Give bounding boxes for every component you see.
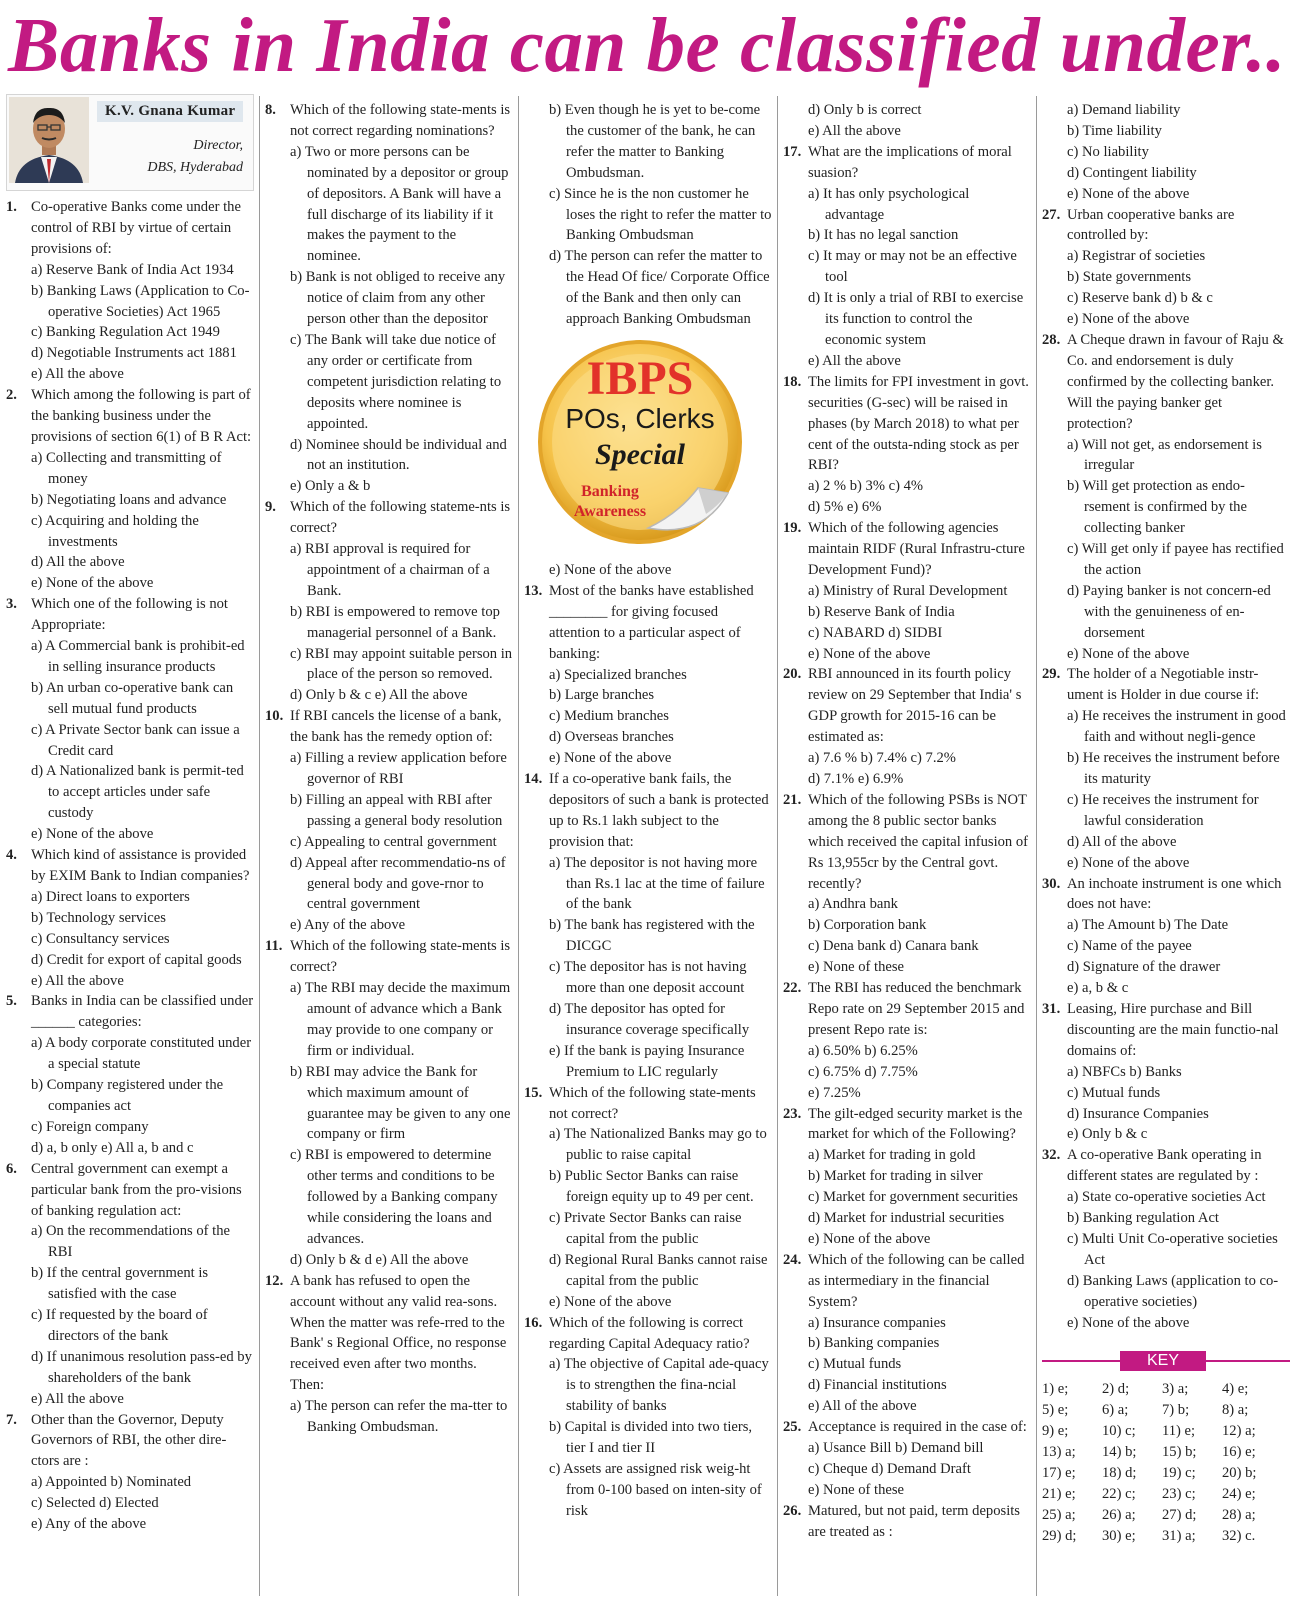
- answer-option: e) None of these: [808, 1481, 905, 1498]
- answer-option: a) Reserve Bank of India Act 1934: [31, 261, 234, 278]
- column-2: [265, 100, 513, 1438]
- question-text: The RBI has reduced the benchmark Repo rate on 29 September 2015 and present Repo rate is:: [808, 980, 1025, 1038]
- answer-key-item: 3) a;: [1162, 1381, 1189, 1398]
- answer-option: b) Public Sector Banks can raise foreign equity up to 49 per cent.: [549, 1168, 754, 1206]
- answer-option: e) None of the above: [549, 561, 672, 578]
- answer-option: a) Ministry of Rural Development: [808, 582, 1008, 599]
- answer-option: b) Capital is divided into two tiers, tier I and tier II: [549, 1419, 753, 1457]
- answer-key-item: 9) e;: [1042, 1423, 1069, 1440]
- answer-option: a) On the recommendations of the RBI: [31, 1223, 230, 1261]
- answer-option: c) Market for government securities: [808, 1189, 1018, 1206]
- answer-option: b) Even though he is yet to be-come the customer of the bank, he can refer the matter to Banking Ombudsman.: [549, 102, 761, 181]
- answer-option: d) Overseas branches: [549, 729, 674, 746]
- answer-option: b) Banking Laws (Application to Co-operative Societies) Act 1965: [31, 282, 250, 320]
- answer-option: b) It has no legal sanction: [808, 227, 959, 244]
- question-number: 10.: [265, 708, 284, 725]
- answer-key-item: 14) b;: [1102, 1444, 1137, 1461]
- answer-option: d) Appeal after recommendatio-ns of general body and gove-rnor to central government: [290, 854, 506, 913]
- answer-key-item: 4) e;: [1222, 1381, 1249, 1398]
- answer-key-item: 10) c;: [1102, 1423, 1136, 1440]
- answer-option: b) Bank is not obliged to receive any notice of claim from any other person other than the depositor: [290, 269, 506, 328]
- answer-option: d) Only b & c e) All the above: [290, 687, 468, 704]
- question-text: Which of the following is correct regarding Capital Adequacy ratio?: [549, 1314, 750, 1352]
- answer-option: a) The depositor is not having more than Rs.1 lac at the time of failure of the bank: [549, 854, 765, 913]
- page-title: Banks in India can be classified under..: [8, 2, 1286, 88]
- column-5: [1042, 100, 1290, 1547]
- answer-key-item: 21) e;: [1042, 1486, 1076, 1502]
- answer-option: d) 5% e) 6%: [808, 499, 882, 516]
- answer-option: e) All the above: [31, 366, 124, 383]
- answer-option: b) Will get protection as endo-rsement is confirmed by the collecting banker: [1067, 478, 1247, 537]
- answer-option: d) Banking Laws (application to co-operative societies): [1067, 1272, 1279, 1310]
- answer-option: b) Company registered under the companies act: [31, 1077, 224, 1114]
- question-4: [6, 845, 254, 887]
- answer-key-item: 25) a;: [1042, 1506, 1076, 1523]
- answer-option: d) Paying banker is not concern-ed with the genuineness of en-dorsement: [1067, 582, 1271, 641]
- question-number: 22.: [783, 980, 802, 997]
- question-text: Which kind of assistance is provided by EXIM Bank to Indian companies?: [31, 847, 250, 884]
- answer-option: d) A Nationalized bank is permit-ted to accept articles under safe custody: [31, 763, 244, 822]
- answer-option: d) Nominee should be individual and not an institution.: [290, 436, 507, 474]
- question-number: 21.: [783, 791, 802, 808]
- answer-option: d) Contingent liability: [1067, 164, 1197, 181]
- answer-key-grid: [1042, 1379, 1290, 1546]
- answer-option: c) Name of the payee: [1067, 938, 1192, 955]
- answer-option: d) All the above: [31, 554, 125, 571]
- answer-option: e) None of the above: [549, 1293, 672, 1310]
- answer-option: c) The depositor has is not having more than one deposit account: [549, 959, 747, 997]
- answer-option: e) None of the above: [549, 750, 672, 767]
- answer-option: e) None of the above: [31, 575, 154, 592]
- answer-option: d) Credit for export of capital goods: [31, 951, 242, 968]
- answer-option: b) An urban co-operative bank can sell mutual fund products: [31, 679, 234, 717]
- column-divider: [518, 96, 519, 1596]
- badge-line4: Banking: [581, 482, 639, 500]
- answer-option: d) If unanimous resolution pass-ed by shareholders of the bank: [31, 1348, 252, 1386]
- question-18: [783, 372, 1031, 477]
- question-number: 15.: [524, 1084, 543, 1101]
- answer-option: d) Negotiable Instruments act 1881: [31, 345, 237, 362]
- question-number: 2.: [6, 387, 17, 404]
- answer-option: a) 2 % b) 3% c) 4%: [808, 478, 924, 495]
- answer-option: e) Only a & b: [290, 478, 371, 495]
- answer-option: b) Negotiating loans and advance: [31, 491, 227, 508]
- question-text: Acceptance is required in the case of:: [808, 1419, 1027, 1436]
- column-divider: [1036, 96, 1037, 1596]
- question-text: A co-operative Bank operating in different states are regulated by :: [1067, 1147, 1262, 1185]
- answer-option: e) Any of the above: [290, 917, 406, 934]
- answer-option: a) Registrar of societies: [1067, 248, 1206, 265]
- answer-key-item: 32) c.: [1222, 1527, 1256, 1544]
- author-org: DBS, Hyderabad: [147, 160, 243, 175]
- question-text: Which among the following is part of the banking business under the provisions of section 6(1) of B R Act:: [31, 387, 252, 445]
- question-number: 28.: [1042, 331, 1061, 348]
- answer-option: c) Since he is the non customer he loses the right to refer the matter to Banking Ombudsman: [549, 185, 772, 244]
- answer-option: a) Specialized branches: [549, 666, 687, 683]
- question-10: [265, 706, 513, 748]
- question-1: [6, 197, 254, 260]
- answer-key-item: 1) e;: [1042, 1381, 1069, 1398]
- question-27: [1042, 205, 1290, 247]
- answer-key-item: 18) d;: [1102, 1465, 1137, 1482]
- answer-option: e) If the bank is paying Insurance Premium to LIC regularly: [549, 1042, 745, 1080]
- answer-option: b) Corporation bank: [808, 917, 927, 934]
- answer-option: b) Technology services: [31, 909, 166, 926]
- answer-option: a) Two or more persons can be nominated by a depositor or group of depositors. A Bank will have a full discharge of its liability if it makes the payment to the nominee.: [290, 143, 509, 265]
- question-number: 14.: [524, 771, 543, 788]
- answer-option: e) 7.25%: [808, 1084, 861, 1101]
- column-3: [524, 100, 772, 1522]
- answer-option: b) Filling an appeal with RBI after passing a general body resolution: [290, 791, 503, 829]
- answer-option: d) It is only a trial of RBI to exercise its function to control the economic system: [808, 290, 1024, 348]
- answer-option: b) He receives the instrument before its maturity: [1067, 750, 1280, 787]
- answer-option: c) Acquiring and holding the investments: [31, 512, 199, 550]
- question-2: [6, 385, 254, 448]
- answer-option: a) Direct loans to exporters: [31, 888, 190, 905]
- question-text: A bank has refused to open the account without any valid rea-sons. When the matter was refe-rred to the Bank' s Regional Office, no response received even after two months. Then:: [290, 1272, 507, 1394]
- question-21: [783, 790, 1031, 895]
- question-text: Other than the Governor, Deputy Governors of RBI, the other dire-ctors are :: [31, 1411, 227, 1470]
- answer-option: a) RBI approval is required for appointment of a chairman of a Bank.: [290, 541, 490, 599]
- question-text: Urban cooperative banks are controlled by:: [1067, 206, 1235, 244]
- answer-option: e) None of the above: [1067, 1314, 1190, 1331]
- answer-option: e) None of the above: [1067, 645, 1190, 662]
- answer-option: a) State co-operative societies Act: [1067, 1189, 1266, 1206]
- answer-option: e) None of the above: [1067, 185, 1190, 202]
- answer-option: d) a, b only e) All a, b and c: [31, 1139, 194, 1156]
- answer-key-item: 8) a;: [1222, 1402, 1249, 1419]
- answer-option: c) RBI may appoint suitable person in place of the person so removed.: [290, 645, 513, 683]
- question-text: Co-operative Banks come under the control of RBI by virtue of certain provisions of:: [31, 199, 241, 257]
- badge-line1: IBPS: [586, 351, 694, 405]
- badge-line3: Special: [595, 437, 685, 471]
- answer-option: e) a, b & c: [1067, 980, 1129, 997]
- answer-option: c) 6.75% d) 7.75%: [808, 1063, 918, 1080]
- answer-option: d) Market for industrial securities: [808, 1210, 1005, 1227]
- answer-option: c) Private Sector Banks can raise capital from the public: [549, 1210, 742, 1247]
- answer-option: d) The person can refer the matter to the Head Of fice/ Corporate Office of the Bank and then only can approach Banking Ombudsman: [549, 248, 770, 328]
- answer-option: c) Reserve bank d) b & c: [1067, 290, 1213, 307]
- question-number: 16.: [524, 1314, 543, 1331]
- answer-option: d) Only b & d e) All the above: [290, 1251, 469, 1268]
- answer-option: b) State governments: [1067, 269, 1192, 286]
- question-number: 4.: [6, 847, 17, 864]
- answer-key-item: 24) e;: [1222, 1486, 1256, 1502]
- question-number: 30.: [1042, 875, 1061, 892]
- answer-option: c) Medium branches: [549, 708, 669, 725]
- answer-option: e) All the above: [31, 972, 124, 989]
- answer-option: b) Time liability: [1067, 122, 1162, 139]
- question-number: 26.: [783, 1502, 802, 1519]
- answer-option: d) The depositor has opted for insurance coverage specifically: [549, 1001, 750, 1038]
- author-box: [6, 94, 254, 191]
- answer-option: b) RBI is empowered to remove top managerial personnel of a Bank.: [290, 603, 500, 641]
- answer-key-item: 15) b;: [1162, 1444, 1197, 1461]
- answer-key-item: 26) a;: [1102, 1506, 1136, 1523]
- question-text: RBI announced in its fourth policy review on 29 September that India' s GDP growth for 2015-16 can be estimated as:: [808, 666, 1022, 746]
- answer-option: b) The bank has registered with the DICGC: [549, 917, 755, 955]
- question-number: 25.: [783, 1419, 802, 1436]
- answer-option: c) No liability: [1067, 143, 1149, 160]
- question-number: 17.: [783, 143, 802, 160]
- badge-line5: Awareness: [573, 502, 647, 520]
- question-text: Which of the following state-ments not correct?: [549, 1084, 756, 1122]
- answer-key-item: 6) a;: [1102, 1402, 1129, 1419]
- question-9: [265, 497, 513, 539]
- answer-key-item: 31) a;: [1162, 1527, 1196, 1544]
- question-13: [524, 581, 772, 665]
- question-20: [783, 664, 1031, 748]
- answer-option: e) None of the above: [1067, 311, 1190, 328]
- question-25: [783, 1417, 1031, 1438]
- answer-option: b) Market for trading in silver: [808, 1168, 983, 1185]
- question-11: [265, 936, 513, 978]
- answer-option: a) NBFCs b) Banks: [1067, 1063, 1182, 1080]
- question-text: Matured, but not paid, term deposits are treated as :: [808, 1502, 1020, 1540]
- question-number: 29.: [1042, 666, 1061, 683]
- answer-option: b) Reserve Bank of India: [808, 603, 955, 620]
- question-text: Which of the following can be called as intermediary in the financial System?: [808, 1251, 1025, 1310]
- question-number: 13.: [524, 582, 543, 599]
- question-text: If RBI cancels the license of a bank, the bank has the remedy option of:: [290, 708, 502, 746]
- answer-option: a) The RBI may decide the maximum amount of advance which a Bank may provide to one company or firm or individual.: [290, 980, 511, 1059]
- answer-key-header: [1042, 1351, 1290, 1371]
- answer-option: c) Consultancy services: [31, 930, 170, 947]
- answer-option: e) None of the above: [31, 826, 154, 843]
- answer-key-item: 16) e;: [1222, 1444, 1256, 1461]
- question-15: [524, 1083, 772, 1125]
- question-3: [6, 594, 254, 636]
- question-7: [6, 1410, 254, 1473]
- answer-option: c) Multi Unit Co-operative societies Act: [1067, 1230, 1278, 1268]
- answer-option: c) NABARD d) SIDBI: [808, 624, 943, 641]
- badge-line2: POs, Clerks: [565, 402, 715, 434]
- question-5: [6, 991, 254, 1033]
- question-30: [1042, 874, 1290, 916]
- answer-key-item: 13) a;: [1042, 1444, 1076, 1461]
- answer-key-item: 30) e;: [1102, 1527, 1136, 1544]
- question-number: 7.: [6, 1411, 17, 1428]
- answer-option: a) Market for trading in gold: [808, 1147, 976, 1164]
- answer-option: d) Financial institutions: [808, 1377, 947, 1394]
- answer-option: c) Appealing to central government: [290, 833, 497, 850]
- answer-option: d) All of the above: [1067, 833, 1177, 850]
- answer-option: c) He receives the instrument for lawful consideration: [1067, 791, 1259, 829]
- answer-key-item: 17) e;: [1042, 1465, 1076, 1482]
- answer-option: e) All the above: [808, 352, 901, 369]
- answer-option: e) All the above: [31, 1390, 124, 1407]
- question-number: 20.: [783, 666, 802, 683]
- question-22: [783, 978, 1031, 1041]
- answer-option: e) Any of the above: [31, 1516, 147, 1533]
- answer-option: c) If requested by the board of directors of the bank: [31, 1307, 208, 1344]
- answer-option: d) Regional Rural Banks cannot raise capital from the public: [549, 1251, 768, 1289]
- answer-key-item: 27) d;: [1162, 1506, 1197, 1523]
- answer-key-item: 5) e;: [1042, 1402, 1069, 1419]
- question-12: [265, 1271, 513, 1396]
- question-text: Which of the following agencies maintain RIDF (Rural Infrastru-cture Development Fund)?: [808, 520, 1025, 578]
- answer-key-item: 28) a;: [1222, 1506, 1256, 1523]
- question-text: Which of the following state-ments is not correct regarding nominations?: [290, 102, 511, 139]
- answer-option: e) All the above: [808, 122, 901, 139]
- question-14: [524, 769, 772, 853]
- column-1: [6, 100, 254, 1535]
- answer-key-item: 29) d;: [1042, 1527, 1077, 1544]
- answer-option: c) The Bank will take due notice of any order or certificate from competent jurisdiction relating to deposits where nominee is appointed.: [290, 331, 502, 432]
- answer-option: a) Collecting and transmitting of money: [31, 449, 222, 487]
- answer-option: e) None of the above: [808, 1230, 931, 1247]
- answer-key-label: KEY: [1120, 1351, 1206, 1371]
- answer-key-item: 19) c;: [1162, 1465, 1196, 1482]
- answer-option: a) Appointed b) Nominated: [31, 1474, 192, 1491]
- question-text: The gilt-edged security market is the market for which of the Following?: [808, 1105, 1023, 1143]
- answer-option: b) Large branches: [549, 687, 655, 704]
- question-number: 19.: [783, 520, 802, 537]
- answer-key-item: 12) a;: [1222, 1423, 1256, 1440]
- answer-option: a) Filling a review application before governor of RBI: [290, 750, 507, 787]
- question-text: Leasing, Hire purchase and Bill discounting are the main functio-nal domains of:: [1067, 1000, 1279, 1059]
- question-number: 32.: [1042, 1147, 1061, 1164]
- answer-option: c) Will get only if payee has rectified the action: [1067, 541, 1284, 578]
- answer-option: b) Banking companies: [808, 1335, 940, 1352]
- answer-option: e) None of these: [808, 959, 905, 976]
- question-text: Which of the following stateme-nts is correct?: [290, 499, 511, 537]
- question-text: An inchoate instrument is one which does not have:: [1067, 875, 1282, 913]
- answer-option: d) Signature of the drawer: [1067, 959, 1221, 976]
- answer-key-item: 22) c;: [1102, 1486, 1136, 1502]
- question-number: 24.: [783, 1251, 802, 1268]
- question-29: [1042, 664, 1290, 706]
- answer-key-item: 20) b;: [1222, 1465, 1257, 1482]
- answer-option: c) Mutual funds: [808, 1356, 902, 1373]
- question-text: Which one of the following is not Appropriate:: [31, 596, 228, 634]
- author-role: Director,: [193, 138, 243, 153]
- question-number: 1.: [6, 199, 17, 215]
- question-8: [265, 100, 513, 142]
- question-number: 18.: [783, 373, 802, 390]
- answer-key-item: 7) b;: [1162, 1402, 1190, 1419]
- answer-option: a) Andhra bank: [808, 896, 898, 913]
- answer-option: a) 7.6 % b) 7.4% c) 7.2%: [808, 750, 956, 767]
- ibps-special-badge: [528, 338, 748, 548]
- question-6: [6, 1159, 254, 1222]
- answer-option: a) The person can refer the ma-tter to Banking Ombudsman.: [290, 1398, 508, 1436]
- column-4: [783, 100, 1031, 1543]
- question-number: 8.: [265, 102, 276, 118]
- answer-option: c) RBI is empowered to determine other terms and conditions to be followed by a Banking company while considering the loans and advances.: [290, 1147, 498, 1247]
- question-number: 23.: [783, 1105, 802, 1122]
- answer-option: b) RBI may advice the Bank for which maximum amount of guarantee may be given to any one company or firm: [290, 1063, 511, 1143]
- author-name: K.V. Gnana Kumar: [97, 101, 243, 122]
- answer-option: a) It has only psychological advantage: [808, 185, 970, 223]
- question-text: Central government can exempt a particular bank from the pro-visions of banking regulation act:: [31, 1160, 242, 1219]
- answer-option: b) If the central government is satisfied with the case: [31, 1265, 209, 1303]
- question-number: 31.: [1042, 1000, 1061, 1017]
- question-31: [1042, 999, 1290, 1062]
- question-text: The holder of a Negotiable instr-ument is Holder in due course if:: [1067, 666, 1260, 704]
- answer-option: a) He receives the instrument in good faith and without negli-gence: [1067, 708, 1286, 746]
- question-text: Most of the banks have established ________ for giving focused attention to a particular aspect of banking:: [549, 582, 754, 662]
- answer-option: a) Will not get, as endorsement is irregular: [1067, 436, 1262, 474]
- answer-option: c) A Private Sector bank can issue a Credit card: [31, 721, 240, 759]
- answer-option: a) Demand liability: [1067, 102, 1181, 118]
- answer-option: d) Insurance Companies: [1067, 1105, 1209, 1122]
- answer-option: c) It may or may not be an effective tool: [808, 248, 1017, 286]
- answer-key-item: 23) c;: [1162, 1486, 1196, 1502]
- answer-option: a) Insurance companies: [808, 1314, 946, 1331]
- question-16: [524, 1313, 772, 1355]
- question-text: Which of the following state-ments is correct?: [290, 938, 511, 976]
- answer-option: e) None of the above: [808, 645, 931, 662]
- question-text: Banks in India can be classified under ______ categories:: [31, 993, 254, 1031]
- answer-option: c) Mutual funds: [1067, 1084, 1161, 1101]
- question-32: [1042, 1145, 1290, 1187]
- answer-option: a) A Commercial bank is prohibit-ed in selling insurance products: [31, 638, 245, 675]
- answer-option: e) All of the above: [808, 1398, 917, 1415]
- question-text: The limits for FPI investment in govt. securities (G-sec) will be raised in phases (by March 2018) to what per cent of the outsta-nding stock as per RBI?: [808, 373, 1029, 474]
- question-text: If a co-operative bank fails, the depositors of such a bank is protected up to Rs.1 lakh subject to the provision that:: [549, 771, 769, 850]
- answer-option: a) A body corporate constituted under a special statute: [31, 1035, 252, 1073]
- answer-option: a) The objective of Capital ade-quacy is to strengthen the fina-ncial stability of banks: [549, 1356, 769, 1415]
- column-divider: [259, 96, 260, 1596]
- question-number: 5.: [6, 993, 17, 1010]
- answer-option: a) Usance Bill b) Demand bill: [808, 1440, 984, 1456]
- answer-option: c) Dena bank d) Canara bank: [808, 938, 979, 955]
- answer-option: a) The Amount b) The Date: [1067, 917, 1229, 934]
- answer-key-item: 11) e;: [1162, 1423, 1196, 1440]
- answer-option: c) Selected d) Elected: [31, 1495, 159, 1512]
- answer-option: b) Banking regulation Act: [1067, 1210, 1219, 1227]
- answer-option: d) 7.1% e) 6.9%: [808, 771, 904, 787]
- answer-option: c) Cheque d) Demand Draft: [808, 1460, 971, 1477]
- question-number: 6.: [6, 1160, 17, 1177]
- question-number: 3.: [6, 596, 17, 613]
- answer-option: c) Assets are assigned risk weig-ht from 0-100 based on inten-sity of risk: [549, 1460, 762, 1519]
- answer-key-item: 2) d;: [1102, 1381, 1130, 1398]
- answer-option: e) Only b & c: [1067, 1126, 1148, 1143]
- question-26: [783, 1501, 1031, 1543]
- question-number: 9.: [265, 499, 276, 516]
- answer-option: c) Foreign company: [31, 1118, 149, 1135]
- question-text: Which of the following PSBs is NOT among the 8 public sector banks which received the capital infusion of Rs 13,955cr by the Central govt. recently?: [808, 791, 1029, 892]
- answer-option: a) The Nationalized Banks may go to public to raise capital: [549, 1126, 767, 1164]
- answer-option: d) Only b is correct: [808, 102, 922, 118]
- question-24: [783, 1250, 1031, 1313]
- question-number: 27.: [1042, 206, 1061, 223]
- author-photo: [9, 97, 89, 183]
- question-number: 12.: [265, 1272, 284, 1289]
- question-text: A Cheque drawn in favour of Raju & Co. and endorsement is duly confirmed by the collecting banker. Will the paying banker get protection?: [1067, 331, 1284, 432]
- question-19: [783, 518, 1031, 581]
- answer-option: a) 6.50% b) 6.25%: [808, 1042, 918, 1059]
- column-divider: [777, 96, 778, 1596]
- question-number: 11.: [265, 938, 283, 955]
- question-28: [1042, 330, 1290, 435]
- question-23: [783, 1104, 1031, 1146]
- answer-option: e) None of the above: [1067, 854, 1190, 871]
- answer-option: c) Banking Regulation Act 1949: [31, 324, 220, 341]
- question-text: What are the implications of moral suasion?: [808, 143, 1012, 181]
- question-17: [783, 142, 1031, 184]
